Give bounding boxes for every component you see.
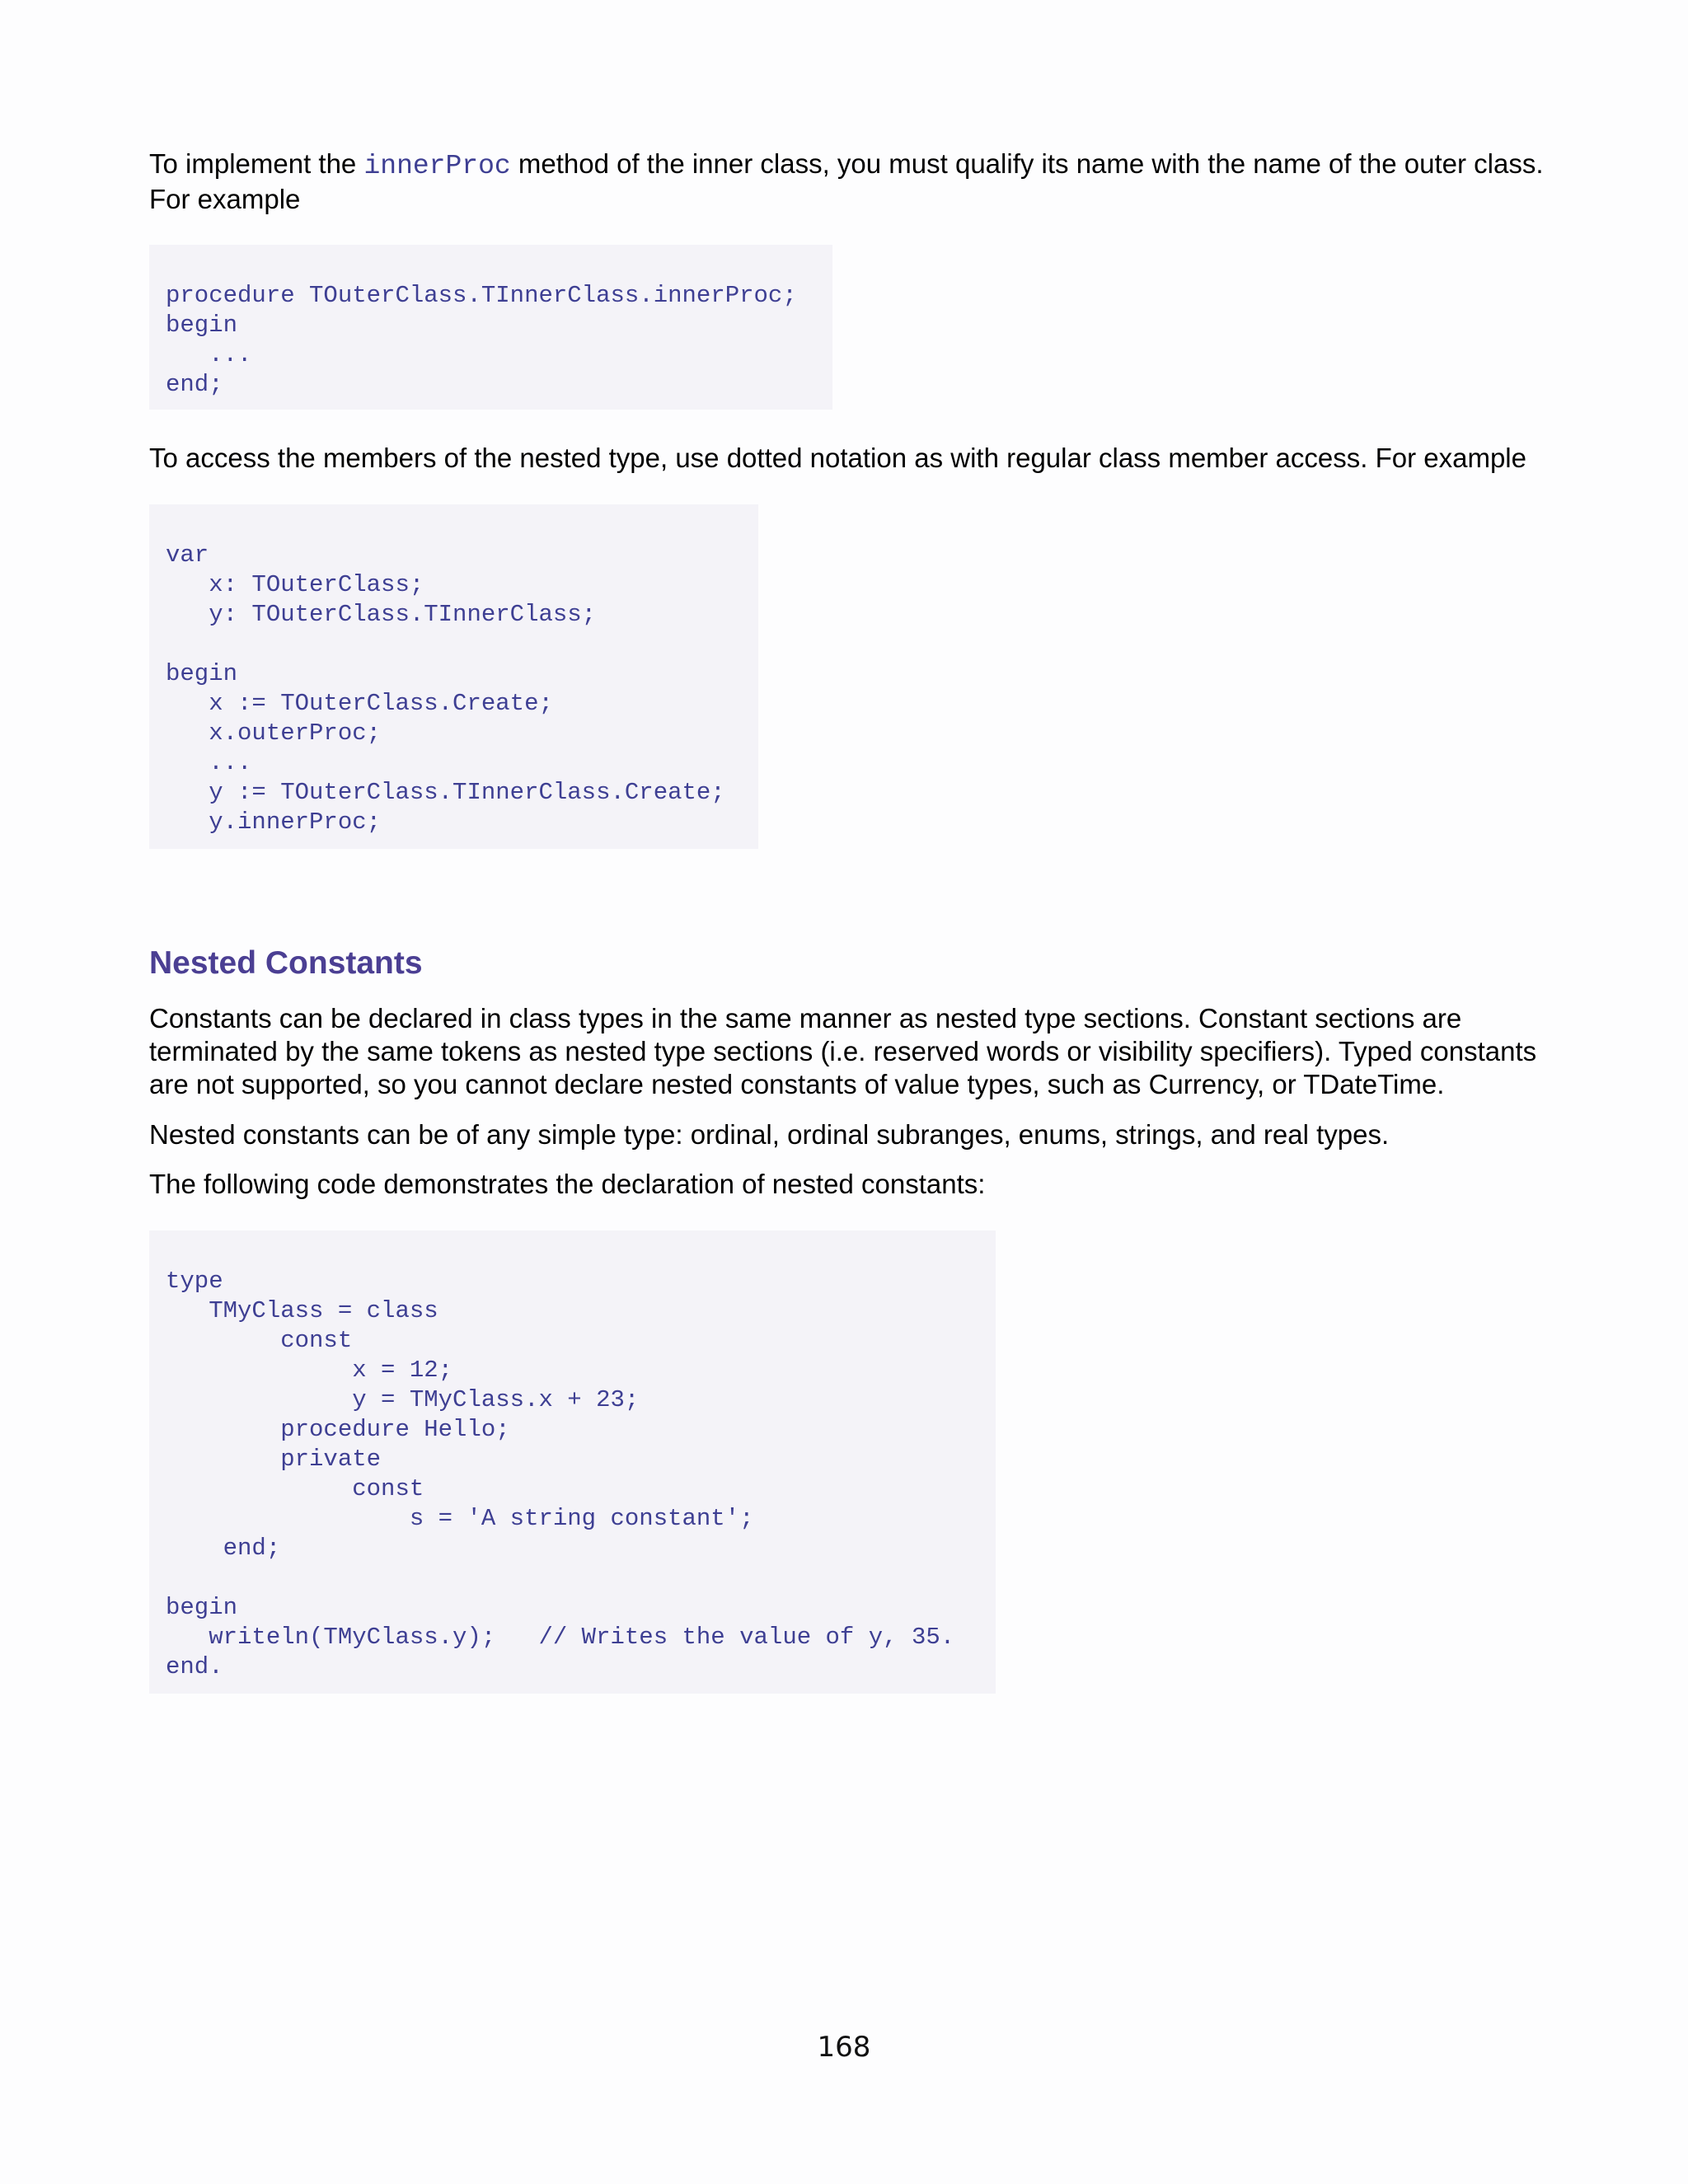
intro-text-after: method of the inner class, you must qualify its name with the name of the outer class. bbox=[510, 148, 1544, 179]
intro-text-line2: For example bbox=[149, 184, 301, 214]
page-number: 168 bbox=[817, 2031, 871, 2064]
constants-line-1: Constants can be declared in class types in the same manner as nested type sections. Constant sections are bbox=[149, 1003, 1462, 1033]
inline-code-innerproc: innerProc bbox=[363, 151, 511, 181]
access-paragraph: To access the members of the nested type, use dotted notation as with regular class member access. For example bbox=[149, 443, 1526, 473]
demo-intro-paragraph: The following code demonstrates the declaration of nested constants: bbox=[149, 1169, 986, 1199]
code-block-innerproc: procedure TOuterClass.TInnerClass.innerProc; begin ... end; bbox=[149, 245, 832, 410]
constants-line-2: terminated by the same tokens as nested type sections (i.e. reserved words or visibility specifiers). Typed constants bbox=[149, 1036, 1537, 1066]
code-block-nested-constants: type TMyClass = class const x = 12; y = TMyClass.x + 23; procedure Hello; private const s = 'A string constant'; end; begin writeln(TMyClass.y); // Writes the value of y, 35. end. bbox=[149, 1230, 996, 1694]
section-heading: Nested Constants bbox=[149, 945, 423, 981]
intro-paragraph bbox=[149, 148, 1567, 216]
constants-paragraph bbox=[149, 1002, 1583, 1101]
constants-line-3: are not supported, so you cannot declare nested constants of value types, such as Currency, or TDateTime. bbox=[149, 1069, 1445, 1099]
simple-types-paragraph: Nested constants can be of any simple type: ordinal, ordinal subranges, enums, strings, and real types. bbox=[149, 1119, 1390, 1150]
code-block-access: var x: TOuterClass; y: TOuterClass.TInnerClass; begin x := TOuterClass.Create; x.outerProc; ... y := TOuterClass.TInnerClass.Create; y.innerProc; bbox=[149, 504, 758, 849]
intro-text-before: To implement the bbox=[149, 148, 364, 179]
